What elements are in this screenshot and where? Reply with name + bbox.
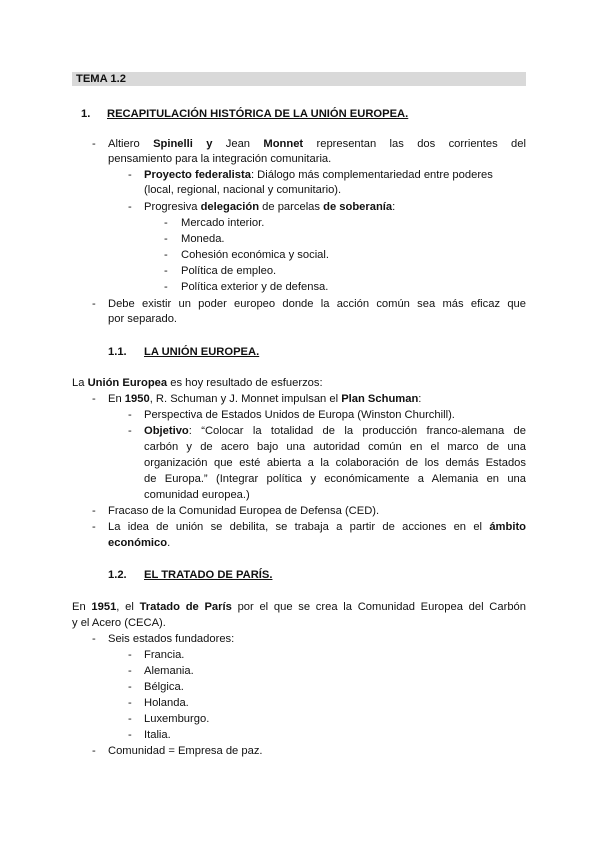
section-1-1-title: LA UNIÓN EUROPEA. (144, 346, 260, 358)
bullet-dash: - (128, 425, 132, 437)
bullet-dash: - (128, 201, 132, 213)
bullet-dash: - (128, 409, 132, 421)
section-1-1-number: 1.1. (108, 346, 127, 358)
bullet-dash: - (164, 217, 168, 229)
list-item: Luxemburgo. (144, 713, 210, 725)
s11-bullet-3-line-1: La idea de unión se debilita, se trabaja a partir de acciones en el ámbito (108, 521, 526, 533)
section-1-2-heading (108, 568, 408, 583)
s1-bullet-2-line-1: Debe existir un poder europeo donde la acción común sea más eficaz que (108, 298, 526, 310)
list-item: Italia. (144, 729, 171, 741)
tema-header (72, 72, 526, 86)
list-item: Holanda. (144, 697, 189, 709)
s11-bullet-2: Fracaso de la Comunidad Europea de Defensa (CED). (108, 505, 380, 517)
bullet-dash: - (128, 729, 132, 741)
section-1-2-title: EL TRATADO DE PARÍS. (144, 569, 273, 581)
bullet-dash: - (164, 249, 168, 261)
bullet-dash: - (128, 713, 132, 725)
bullet-dash: - (128, 169, 132, 181)
bullet-dash: - (92, 298, 96, 310)
s12-intro-line-1: En 1951, el Tratado de París por el que se crea la Comunidad Europea del Carbón (72, 601, 527, 613)
bullet-dash: - (128, 665, 132, 677)
bullet-dash: - (92, 745, 96, 757)
bullet-dash: - (128, 681, 132, 693)
section-1-2-number: 1.2. (108, 569, 127, 581)
list-item: Política exterior y de defensa. (181, 281, 329, 293)
s11-sub-2-line-3: organización que esté abierta a la colaboración de los demás Estados (144, 457, 526, 469)
bullet-dash: - (164, 281, 168, 293)
list-item: Cohesión económica y social. (181, 249, 329, 261)
bullet-dash: - (92, 138, 96, 150)
bullet-dash: - (128, 697, 132, 709)
bullet-dash: - (128, 649, 132, 661)
s12-intro-line-2: y el Acero (CECA). (72, 617, 166, 629)
s1-bullet-2-line-2: por separado. (108, 313, 178, 325)
s11-sub-1: Perspectiva de Estados Unidos de Europa (Winston Churchill). (144, 409, 455, 421)
list-item: Bélgica. (144, 681, 184, 693)
s1-sub-1-line-2: (local, regional, nacional y comunitario). (144, 184, 342, 196)
list-item: Mercado interior. (181, 217, 265, 229)
s11-sub-2-line-1: Objetivo: “Colocar la totalidad de la producción franco-alemana de (144, 425, 526, 437)
s1-bullet-1-line-2: pensamiento para la integración comunitaria. (108, 153, 332, 165)
s12-bullet-2: Comunidad = Empresa de paz. (108, 745, 263, 757)
s12-bullet-1: Seis estados fundadores: (108, 633, 235, 645)
s11-sub-2-line-4: de Europa.” (Integrar política y económicamente a Alemania en una (144, 473, 526, 485)
s11-sub-2-line-2: carbón y de acero bajo una autoridad común en el marco de una (144, 441, 526, 453)
s1-sub-2: Progresiva delegación de parcelas de soberanía: (144, 201, 396, 213)
bullet-dash: - (92, 505, 96, 517)
bullet-dash: - (92, 393, 96, 405)
bullet-dash: - (164, 265, 168, 277)
section-1-number: 1. (81, 108, 91, 120)
list-item: Alemania. (144, 665, 194, 677)
list-item: Francia. (144, 649, 185, 661)
s11-sub-2-line-5: comunidad europea.) (144, 489, 250, 501)
section-1-heading (81, 107, 501, 122)
bullet-dash: - (92, 633, 96, 645)
list-item: Política de empleo. (181, 265, 277, 277)
bullet-dash: - (92, 521, 96, 533)
list-item: Moneda. (181, 233, 225, 245)
s11-bullet-3-line-2: económico. (108, 537, 171, 549)
tema-label: TEMA 1.2 (76, 73, 126, 85)
s11-bullet-1: En 1950, R. Schuman y J. Monnet impulsan el Plan Schuman: (108, 393, 422, 405)
bullet-dash: - (164, 233, 168, 245)
s11-intro: La Unión Europea es hoy resultado de esfuerzos: (72, 377, 323, 389)
s1-sub-1-line-1: Proyecto federalista: Diálogo más complementariedad entre poderes (144, 169, 493, 181)
section-1-title: RECAPITULACIÓN HISTÓRICA DE LA UNIÓN EUROPEA. (107, 108, 409, 120)
s1-bullet-1-line-1: Altiero Spinelli y Jean Monnet representan las dos corrientes del (108, 138, 526, 150)
section-1-1-heading (108, 345, 408, 360)
